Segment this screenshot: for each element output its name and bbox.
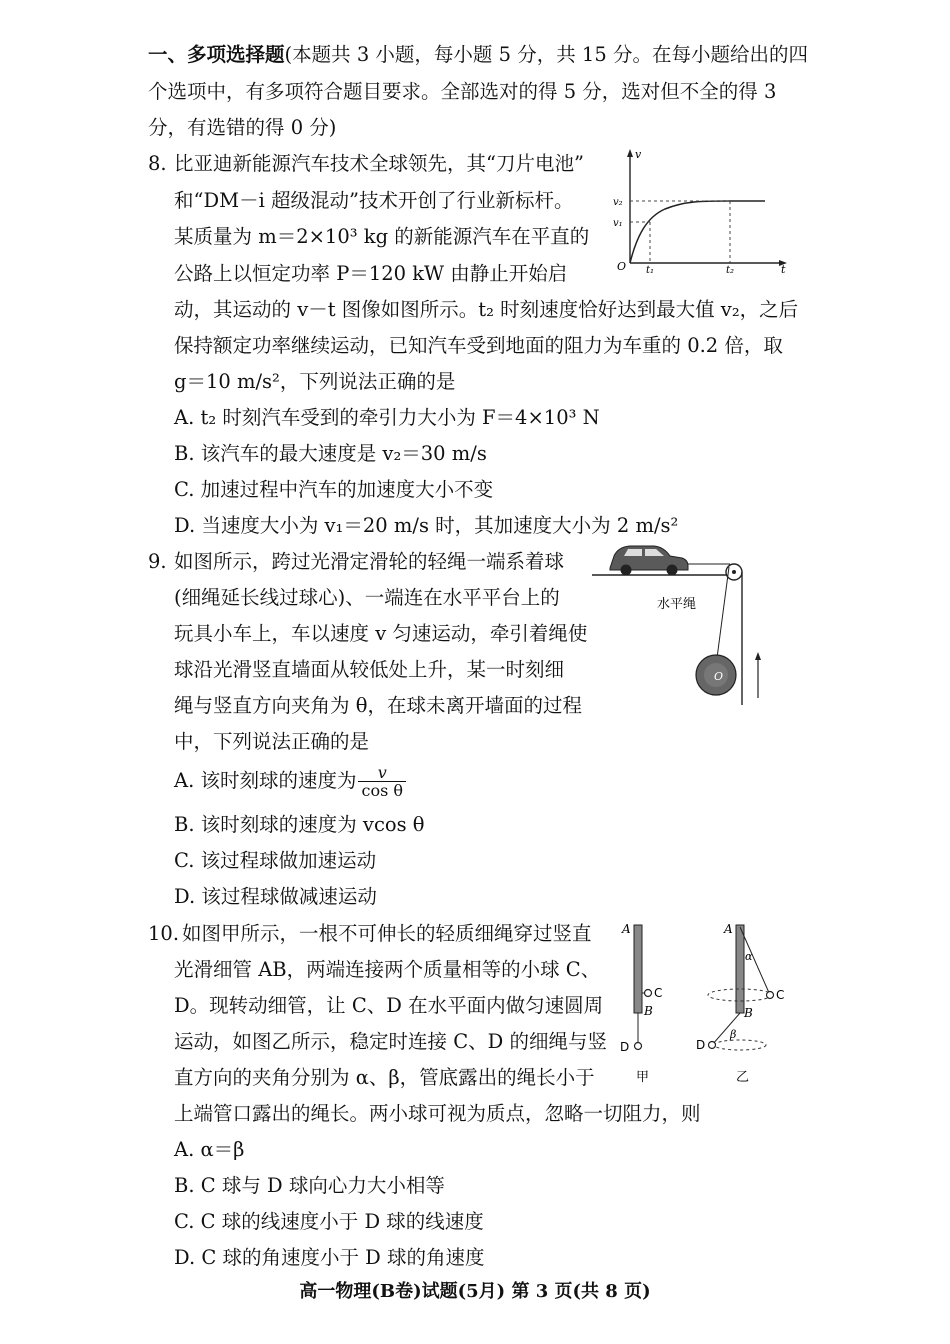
section-intro-2: 个选项中，有多项符合题目要求。全部选对的得 5 分，选对但不全的得 3 <box>148 80 777 103</box>
v2-label: v₂ <box>613 197 623 208</box>
q9-line-5: 绳与竖直方向夹角为 θ，在球未离开墙面的过程 <box>174 694 582 717</box>
q9-option-a <box>174 764 406 799</box>
ball-d-jia <box>635 1043 642 1050</box>
q8-vt-graph <box>605 145 795 275</box>
q9-option-d: D. 该过程球做减速运动 <box>174 885 377 908</box>
section-header <box>148 43 808 67</box>
q10-line-2: 光滑细管 AB，两端连接两个质量相等的小球 C、 <box>174 958 601 981</box>
rope-label: 水平绳 <box>657 597 697 612</box>
q8-line-4: 公路上以恒定功率 P＝120 kW 由静止开始启 <box>174 262 568 285</box>
label-d-yi: D <box>696 1038 706 1052</box>
section-intro-3: 分，有选错的得 0 分) <box>148 116 337 139</box>
t2-label: t₂ <box>726 265 735 275</box>
fraction-numerator: v <box>358 764 406 782</box>
label-alpha: α <box>745 950 753 963</box>
rope-to-ball <box>717 567 729 658</box>
q9-option-c: C. 该过程球做加速运动 <box>174 849 377 872</box>
q8-line-5: 动，其运动的 v－t 图像如图所示。t₂ 时刻速度恰好达到最大值 v₂，之后 <box>174 298 799 321</box>
q8-option-a: A. t₂ 时刻汽车受到的牵引力大小为 F＝4×10³ N <box>174 406 600 429</box>
figure-yi <box>696 922 784 1085</box>
q8-line-7: g＝10 m/s²，下列说法正确的是 <box>174 370 456 393</box>
q8-number: 8. <box>148 152 167 175</box>
q9-option-a-fraction <box>358 764 406 799</box>
section-intro-1: (本题共 3 小题，每小题 5 分，共 15 分。在每小题给出的四 <box>284 43 808 66</box>
label-a-yi: A <box>724 922 733 936</box>
fraction-denominator: cos θ <box>361 781 404 800</box>
q9-option-b: B. 该时刻球的速度为 vcos θ <box>174 813 425 836</box>
ball-c-jia <box>645 990 652 997</box>
page-footer: 高一物理(B卷)试题(5月) 第 3 页(共 8 页) <box>299 1281 651 1302</box>
q10-line-5: 直方向的夹角分别为 α、β，管底露出的绳长小于 <box>174 1066 595 1089</box>
section-title: 一、多项选择题 <box>148 43 285 66</box>
label-jia: 甲 <box>636 1070 650 1085</box>
q9-line-1: 如图所示，跨过光滑定滑轮的轻绳一端系着球 <box>174 550 565 573</box>
q8-line-3: 某质量为 m＝2×10³ kg 的新能源汽车在平直的 <box>174 225 590 248</box>
q10-line-3: D。现转动细管，让 C、D 在水平面内做匀速圆周 <box>174 994 604 1017</box>
label-c-jia: C <box>654 986 663 1000</box>
q8-option-b: B. 该汽车的最大速度是 v₂＝30 m/s <box>174 442 487 465</box>
q9-line-3: 玩具小车上，车以速度 v 匀速运动，牵引着绳使 <box>174 622 588 645</box>
v-label: v <box>635 148 642 161</box>
q9-line-6: 中，下列说法正确的是 <box>174 730 370 753</box>
label-a-jia: A <box>622 922 631 936</box>
orbit-d <box>714 1040 766 1050</box>
tube-yi <box>736 925 744 1013</box>
q10-line-6: 上端管口露出的绳长。两小球可视为质点，忽略一切阻力，则 <box>174 1102 701 1125</box>
ball-d-yi <box>709 1042 716 1049</box>
q10-line-1: 如图甲所示，一根不可伸长的轻质细绳穿过竖直 <box>182 922 592 945</box>
q10-option-a: A. α＝β <box>174 1138 245 1161</box>
q8-option-c: C. 加速过程中汽车的加速度大小不变 <box>174 478 494 501</box>
q9-line-4: 球沿光滑竖直墙面从较低处上升，某一时刻细 <box>174 658 565 681</box>
q8-option-d: D. 当速度大小为 v₁＝20 m/s 时，其加速度大小为 2 m/s² <box>174 514 679 537</box>
q10-tube-figure <box>610 915 800 1090</box>
q8-line-2: 和“DM－i 超级混动”技术开创了行业新标杆。 <box>174 189 574 212</box>
v1-label: v₁ <box>613 218 623 229</box>
q9-number: 9. <box>148 550 167 573</box>
car-icon <box>610 546 688 576</box>
q9-pulley-figure <box>592 540 802 710</box>
q9-line-2: (细绳延长线过球心)、一端连在水平平台上的 <box>174 586 560 609</box>
q10-option-d: D. C 球的角速度小于 D 球的角速度 <box>174 1246 485 1269</box>
tube-jia <box>634 925 642 1013</box>
label-b-yi: B <box>744 1006 753 1020</box>
label-d-jia: D <box>620 1040 630 1054</box>
label-yi: 乙 <box>736 1070 750 1085</box>
q8-line-6: 保持额定功率继续运动，已知汽车受到地面的阻力为车重的 0.2 倍，取 <box>174 334 783 357</box>
q10-number: 10. <box>148 922 180 945</box>
ball-c-yi <box>767 992 774 999</box>
v-axis-arrow <box>627 149 633 157</box>
q9-option-a-text: A. 该时刻球的速度为 <box>174 769 357 792</box>
q10-line-4: 运动，如图乙所示，稳定时连接 C、D 的细绳与竖 <box>174 1030 607 1053</box>
q10-option-b: B. C 球与 D 球向心力大小相等 <box>174 1174 445 1197</box>
t-label: t <box>781 263 786 275</box>
q8-line-1: 比亚迪新能源汽车技术全球领先，其“刀片电池” <box>174 152 584 175</box>
label-c-yi: C <box>776 988 785 1002</box>
figure-jia <box>620 922 662 1085</box>
origin-label: O <box>617 260 627 273</box>
ball-center-label: O <box>714 670 724 683</box>
t1-label: t₁ <box>646 265 655 275</box>
label-b-jia: B <box>644 1004 653 1018</box>
q10-option-c: C. C 球的线速度小于 D 球的线速度 <box>174 1210 484 1233</box>
label-beta: β <box>730 1028 737 1041</box>
